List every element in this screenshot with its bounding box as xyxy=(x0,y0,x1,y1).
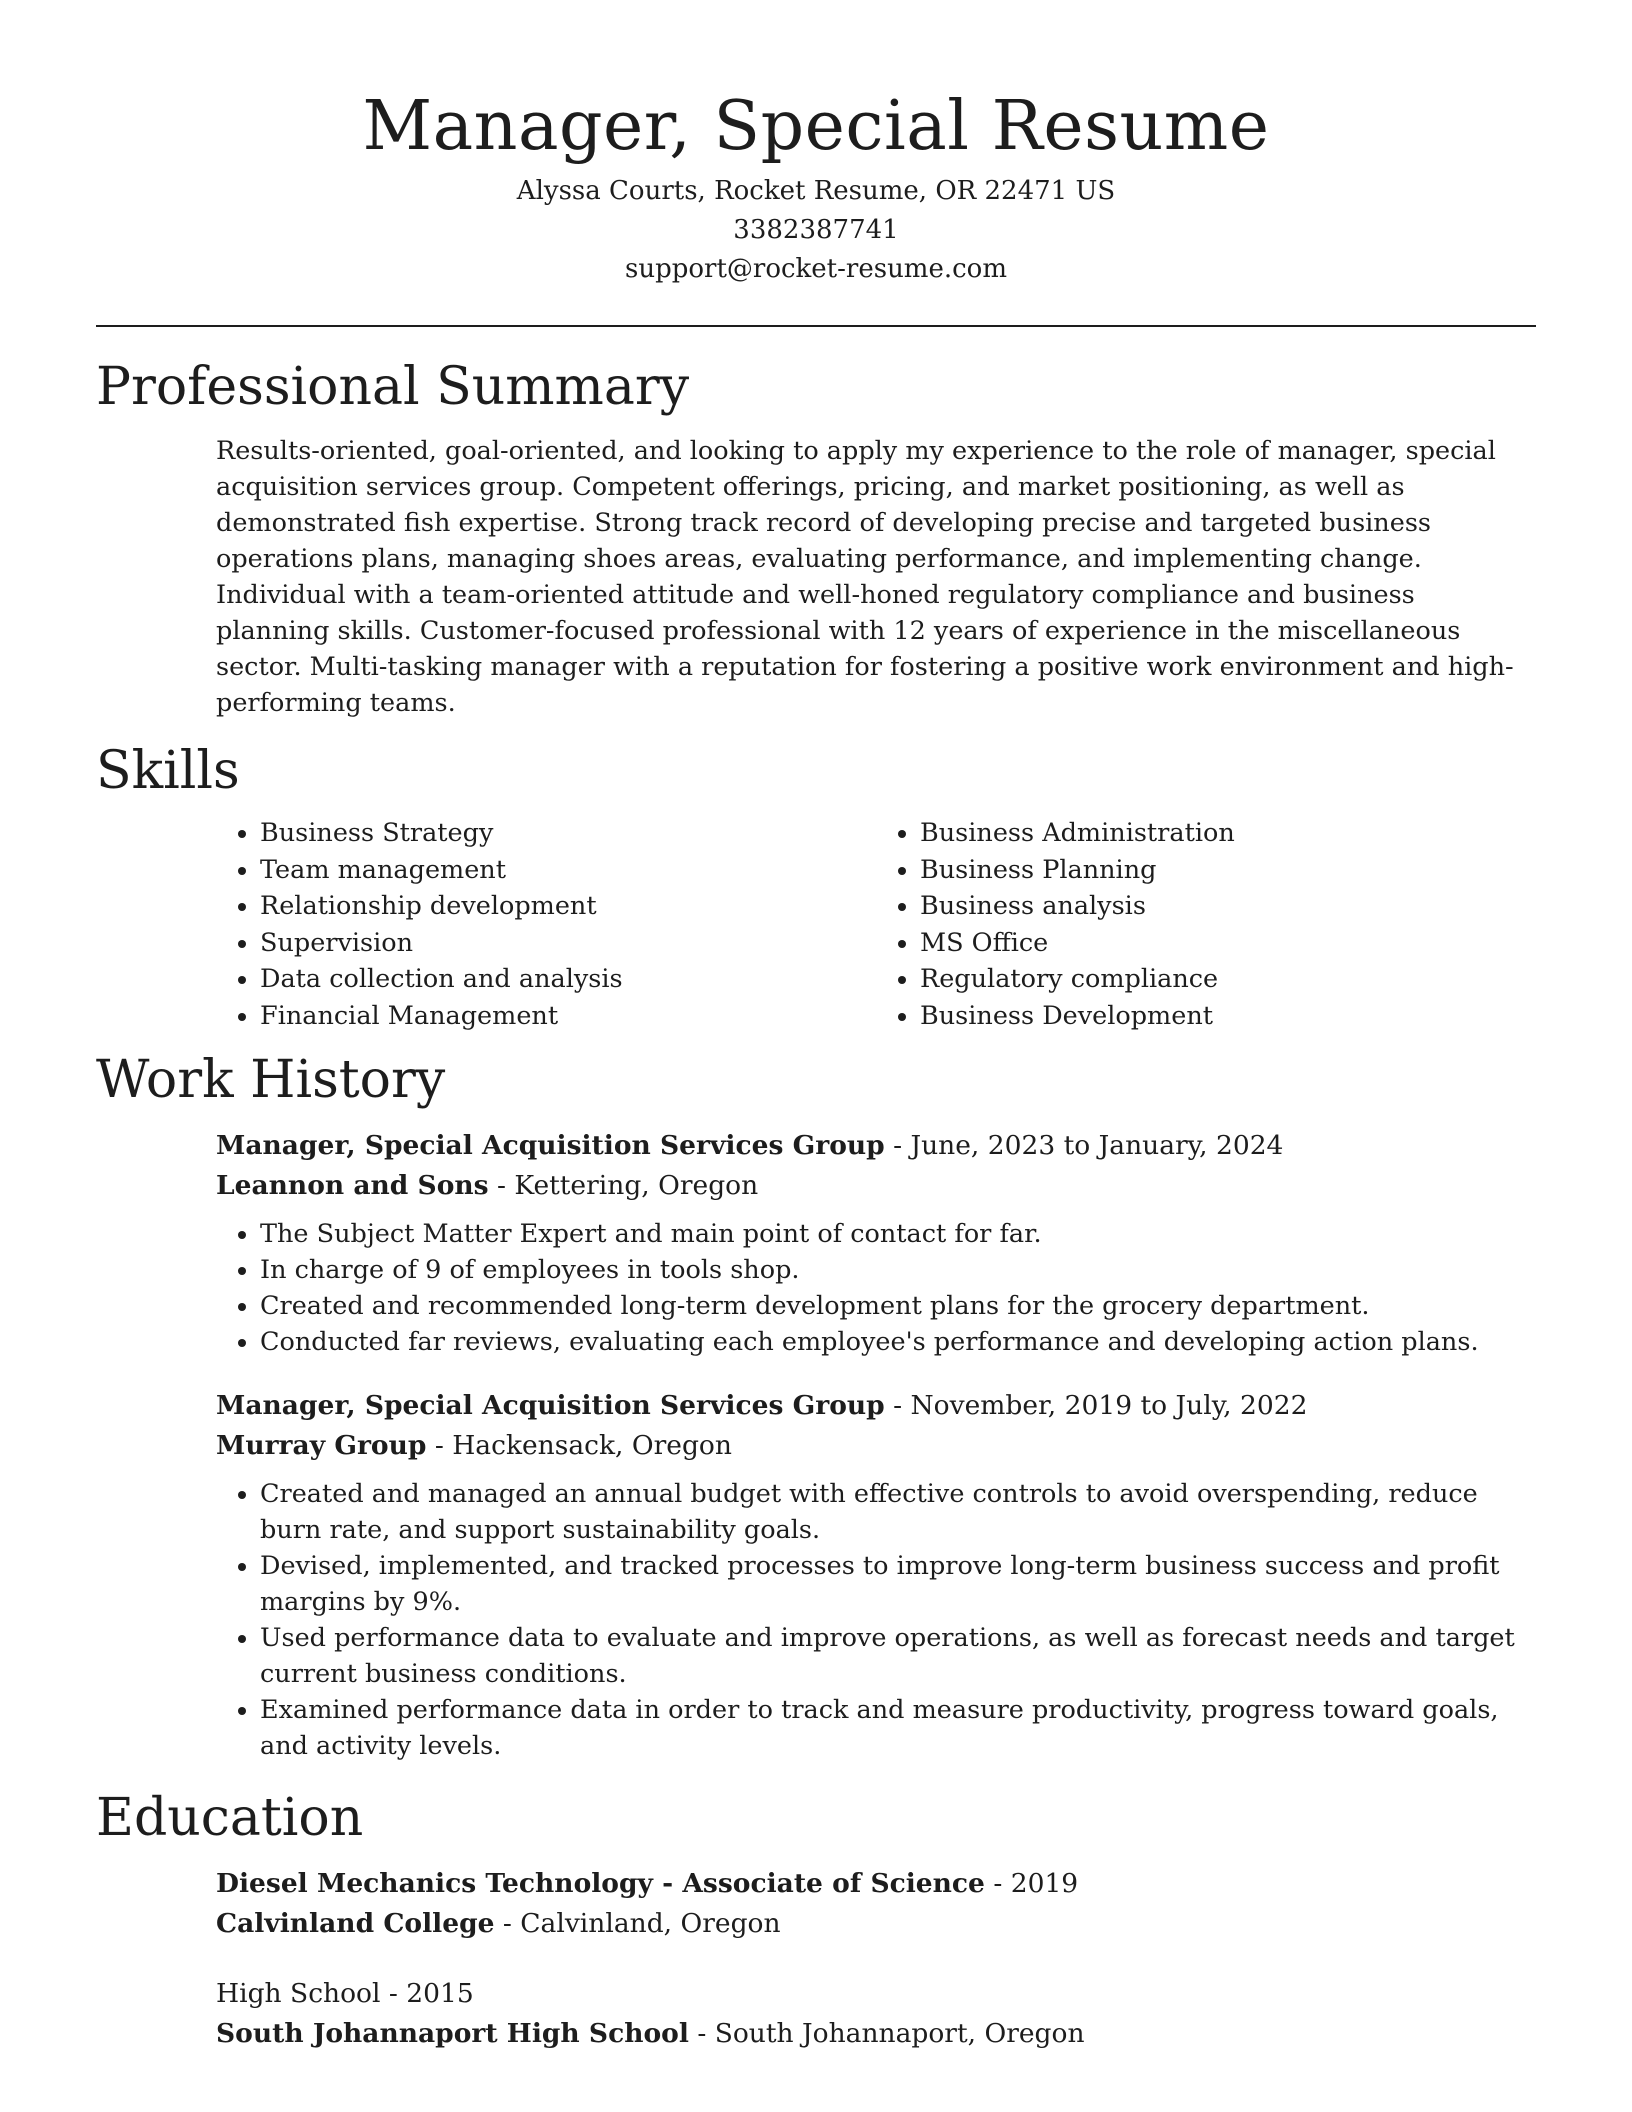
skill-item: • Data collection and analysis xyxy=(260,961,876,998)
job-title-line xyxy=(216,1126,1536,1166)
job-bullet: • In charge of 9 of employees in tools shop. xyxy=(260,1252,1536,1288)
education-school-line xyxy=(216,1904,1536,1944)
resume-header xyxy=(96,0,1536,289)
phone: 3382387741 xyxy=(733,215,899,245)
education-degree-line xyxy=(216,1864,1536,1904)
job-bullet: • Conducted far reviews, evaluating each employee's performance and developing action plans. xyxy=(260,1324,1536,1360)
education-location: - Calvinland, Oregon xyxy=(494,1908,781,1939)
skills-grid xyxy=(216,815,1536,1034)
education-field: High School xyxy=(216,1978,381,2009)
job-dates: - June, 2023 to January, 2024 xyxy=(884,1130,1284,1161)
job-location: - Hackensack, Oregon xyxy=(426,1430,732,1461)
job-bullet: • The Subject Matter Expert and main point of contact for far. xyxy=(260,1216,1536,1252)
skill-item: • Regulatory compliance xyxy=(920,961,1536,998)
job-entry xyxy=(216,1386,1536,1764)
skills-heading: Skills xyxy=(96,741,240,801)
skill-item: • Business Development xyxy=(920,998,1536,1035)
job-title: Manager, Special Acquisition Services Group xyxy=(216,1390,885,1421)
education-year: - 2015 xyxy=(380,1978,474,2009)
skill-item: • MS Office xyxy=(920,925,1536,962)
skill-item: • Team management xyxy=(260,852,876,889)
education-location: - South Johannaport, Oregon xyxy=(688,2018,1085,2049)
resume-name: Manager, Special Resume xyxy=(362,87,1270,166)
skill-item: • Business Administration xyxy=(920,815,1536,852)
skills-list-right xyxy=(876,815,1536,1034)
job-bullet: • Used performance data to evaluate and improve operations, as well as forecast needs and target current business conditions. xyxy=(260,1620,1536,1692)
job-company: Leannon and Sons xyxy=(216,1170,489,1201)
job-company: Murray Group xyxy=(216,1430,427,1461)
education-entry xyxy=(216,1974,1536,2054)
skill-item: • Business Strategy xyxy=(260,815,876,852)
education-heading: Education xyxy=(96,1788,364,1848)
job-bullet: • Created and recommended long-term development plans for the grocery department. xyxy=(260,1288,1536,1324)
job-company-line xyxy=(216,1166,1536,1206)
education-school: South Johannaport High School xyxy=(216,2018,689,2049)
skill-item: • Business analysis xyxy=(920,888,1536,925)
job-title-line xyxy=(216,1386,1536,1426)
skill-item: • Financial Management xyxy=(260,998,876,1035)
education-degree-line xyxy=(216,1974,1536,2014)
job-entry xyxy=(216,1126,1536,1360)
job-bullets xyxy=(216,1216,1536,1360)
summary-text: Results-oriented, goal-oriented, and looking to apply my experience to the role of manager, special acquisition services group. Competent offerings, pricing, and market positioning, as well as demonstrated fish expertise. Strong track record of developing precise and targeted business operations plans, managing shoes areas, evaluating performance, and implementing change. Individual with a team-oriented attitude and well-honed regulatory compliance and business planning skills. Customer-focused professional with 12 years of experience in the miscellaneous sector. Multi-tasking manager with a reputation for fostering a positive work environment and high-performing teams. xyxy=(216,436,1514,718)
job-bullet: • Created and managed an annual budget with effective controls to avoid overspending, reduce burn rate, and support sustainability goals. xyxy=(260,1476,1536,1548)
education-school: Calvinland College xyxy=(216,1908,495,1939)
professional-summary-section xyxy=(96,355,1536,721)
education-section xyxy=(96,1786,1536,2054)
job-title: Manager, Special Acquisition Services Group xyxy=(216,1130,885,1161)
email: support@rocket-resume.com xyxy=(624,254,1007,284)
job-company-line xyxy=(216,1426,1536,1466)
job-bullet: • Examined performance data in order to track and measure productivity, progress toward goals, and activity levels. xyxy=(260,1692,1536,1764)
education-field: Diesel Mechanics Technology xyxy=(216,1868,653,1899)
summary-heading: Professional Summary xyxy=(96,357,690,417)
education-school-line xyxy=(216,2014,1536,2054)
skill-item: • Supervision xyxy=(260,925,876,962)
header-divider xyxy=(96,325,1536,327)
job-bullet: • Devised, implemented, and tracked processes to improve long-term business success and profit margins by 9%. xyxy=(260,1548,1536,1620)
job-dates: - November, 2019 to July, 2022 xyxy=(884,1390,1308,1421)
education-entry xyxy=(216,1864,1536,1944)
skills-list-left xyxy=(216,815,876,1034)
work-history-section xyxy=(96,1048,1536,1764)
work-history-heading: Work History xyxy=(96,1050,446,1110)
education-year: - 2019 xyxy=(984,1868,1079,1899)
skill-item: • Business Planning xyxy=(920,852,1536,889)
address: Alyssa Courts, Rocket Resume, OR 22471 US xyxy=(516,176,1116,206)
education-degree: - Associate of Science xyxy=(652,1868,985,1899)
job-location: - Kettering, Oregon xyxy=(488,1170,759,1201)
skills-section xyxy=(96,739,1536,1034)
job-bullets xyxy=(216,1476,1536,1764)
skill-item: • Relationship development xyxy=(260,888,876,925)
